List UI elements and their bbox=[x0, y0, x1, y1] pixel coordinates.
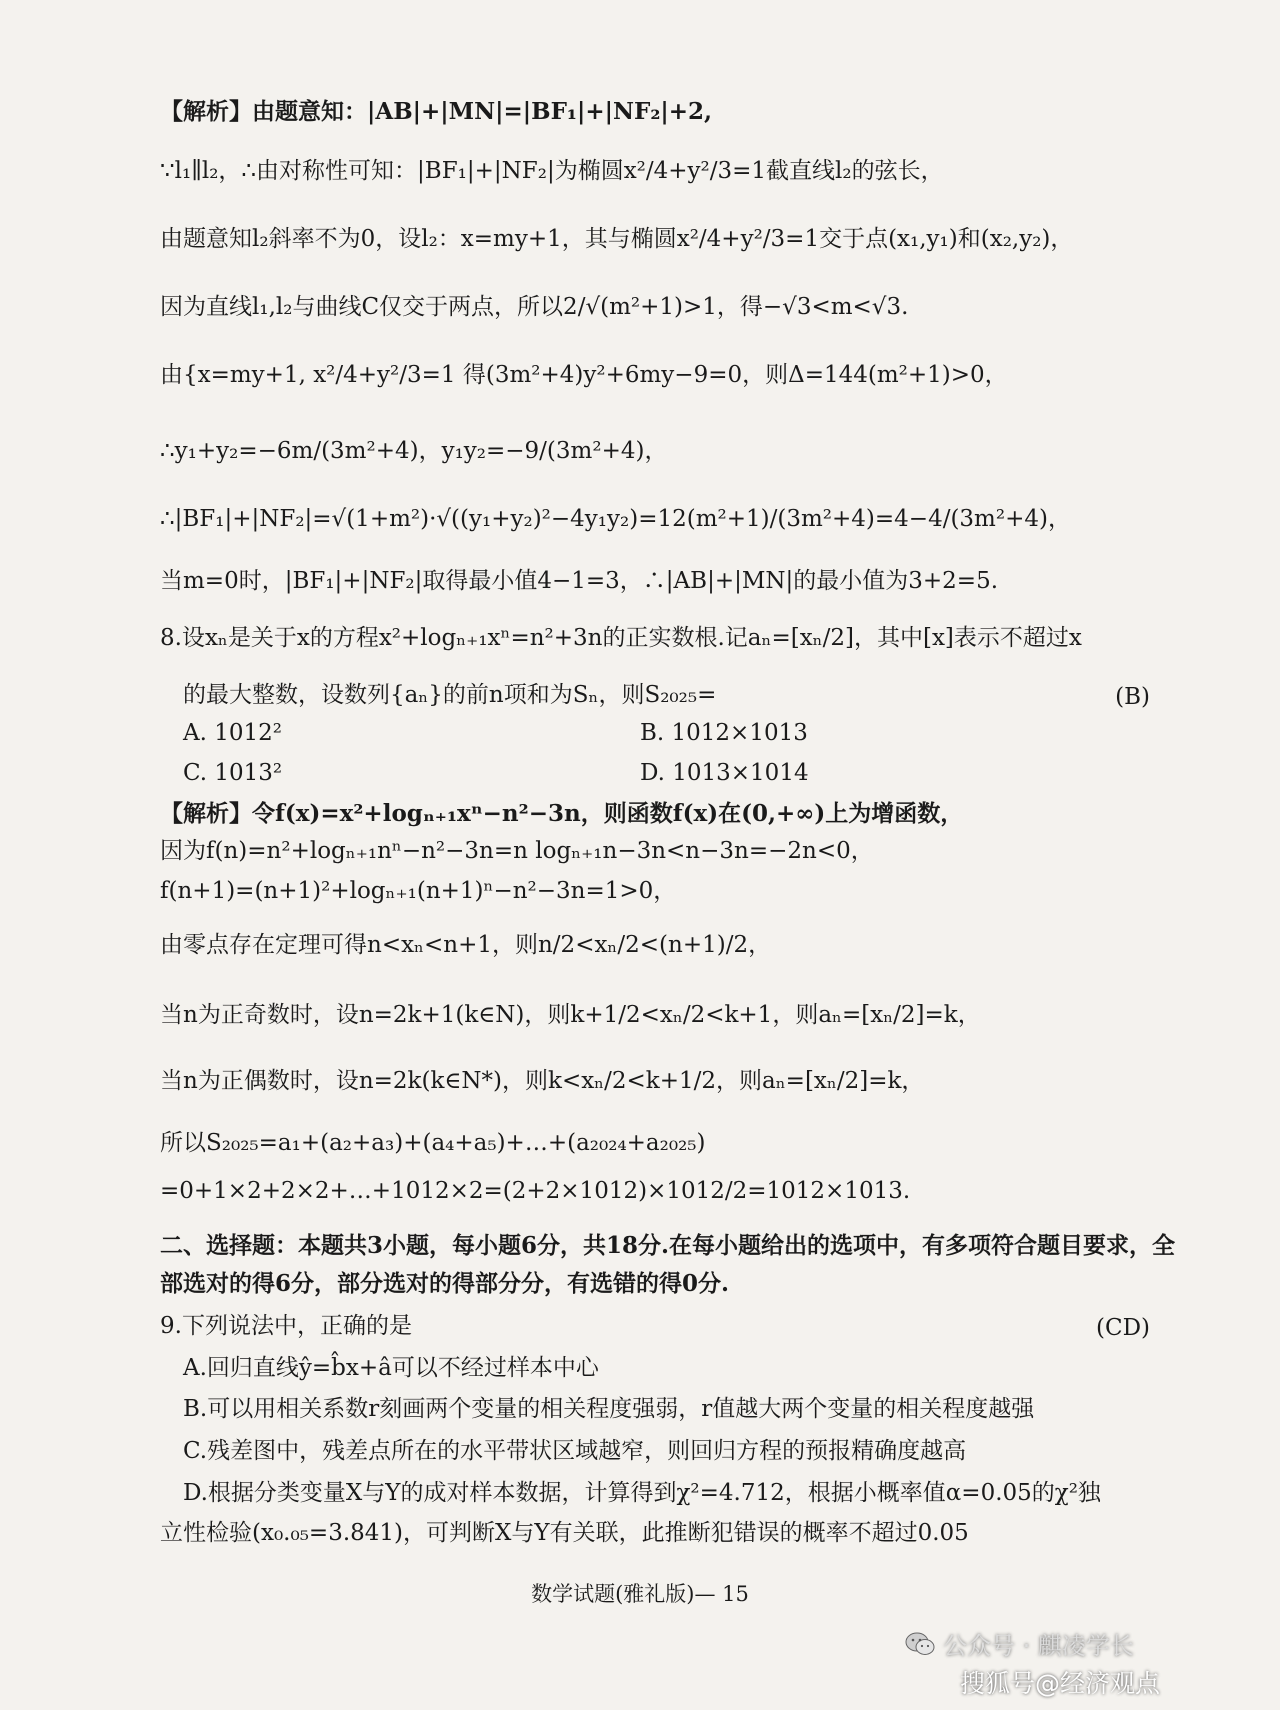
text-line: 因为f(n)=n²+logₙ₊₁nⁿ−n²−3n=n logₙ₊₁n−3n<n−3n=−2n<0， bbox=[160, 838, 874, 864]
watermark bbox=[905, 1620, 1275, 1700]
text-line: 由{x=my+1, x²/4+y²/3=1 得(3m²+4)y²+6my−9=0，则Δ=144(m²+1)>0， bbox=[160, 362, 1008, 388]
wechat-icon bbox=[905, 1631, 935, 1657]
text-line: 当n为正偶数时，设n=2k(k∈N*)，则k<xₙ/2<k+1/2，则aₙ=[xₙ/2]=k， bbox=[160, 1068, 925, 1094]
text-line: ∵l₁∥l₂，∴由对称性可知：|BF₁|+|NF₂|为椭圆x²/4+y²/3=1截直线l₂的弦长， bbox=[160, 158, 944, 184]
text-line: 9.下列说法中，正确的是 bbox=[160, 1313, 412, 1339]
text-line: A. 1012² bbox=[183, 720, 282, 746]
text-line: A.回归直线ŷ=b̂x+â可以不经过样本中心 bbox=[183, 1355, 599, 1381]
q9-answer: (CD) bbox=[1096, 1315, 1150, 1341]
q8-option-d: D. 1013×1014 bbox=[640, 760, 809, 786]
watermark-account: 公众号 · 麒凌学长 bbox=[943, 1632, 1134, 1660]
watermark-source: 搜狐号@经济观点 bbox=[960, 1669, 1161, 1698]
text-line: B.可以用相关系数r刻画两个变量的相关程度强弱，r值越大两个变量的相关程度越强 bbox=[183, 1396, 1035, 1422]
text-line: 8.设xₙ是关于x的方程x²+logₙ₊₁xⁿ=n²+3n的正实数根.记aₙ=[xₙ/2]，其中[x]表示不超过x bbox=[160, 625, 1082, 651]
text-line: 立性检验(x₀.₀₅=3.841)，可判断X与Y有关联，此推断犯错误的概率不超过0.05 bbox=[160, 1520, 969, 1546]
text-line: 【解析】由题意知：|AB|+|MN|=|BF₁|+|NF₂|+2, bbox=[160, 98, 713, 125]
text-line: ∴y₁+y₂=−6m/(3m²+4)，y₁y₂=−9/(3m²+4)， bbox=[160, 438, 668, 464]
text-line: 因为直线l₁,l₂与曲线C仅交于两点，所以2/√(m²+1)>1，得−√3<m<√3. bbox=[160, 294, 909, 320]
text-line: D.根据分类变量X与Y的成对样本数据，计算得到χ²=4.712，根据小概率值α=0.05的χ²独 bbox=[183, 1480, 1101, 1506]
text-line: 的最大整数，设数列{aₙ}的前n项和为Sₙ，则S₂₀₂₅= bbox=[183, 682, 717, 708]
text-line: 由零点存在定理可得n<xₙ<n+1，则n/2<xₙ/2<(n+1)/2， bbox=[160, 932, 772, 958]
text-line: f(n+1)=(n+1)²+logₙ₊₁(n+1)ⁿ−n²−3n=1>0， bbox=[160, 878, 677, 904]
text-line: =0+1×2+2×2+…+1012×2=(2+2×1012)×1012/2=1012×1013. bbox=[160, 1178, 911, 1204]
page-footer: 数学试题(雅礼版)— 15 bbox=[531, 1582, 749, 1606]
q8-option-b: B. 1012×1013 bbox=[640, 720, 808, 746]
text-line: 当n为正奇数时，设n=2k+1(k∈N)，则k+1/2<xₙ/2<k+1，则aₙ=[xₙ/2]=k， bbox=[160, 1002, 981, 1028]
text-line: ∴|BF₁|+|NF₂|=√(1+m²)·√((y₁+y₂)²−4y₁y₂)=12(m²+1)/(3m²+4)=4−4/(3m²+4)， bbox=[160, 506, 1071, 532]
text-line: C.残差图中，残差点所在的水平带状区域越窄，则回归方程的预报精确度越高 bbox=[183, 1438, 967, 1464]
text-line: 由题意知l₂斜率不为0，设l₂：x=my+1，其与椭圆x²/4+y²/3=1交于点(x₁,y₁)和(x₂,y₂)， bbox=[160, 226, 1074, 252]
text-line: 当m=0时，|BF₁|+|NF₂|取得最小值4−1=3，∴|AB|+|MN|的最小值为3+2=5. bbox=[160, 568, 999, 594]
text-line: 所以S₂₀₂₅=a₁+(a₂+a₃)+(a₄+a₅)+…+(a₂₀₂₄+a₂₀₂₅) bbox=[160, 1130, 706, 1156]
q8-answer: (B) bbox=[1115, 684, 1150, 710]
text-line: 【解析】令f(x)=x²+logₙ₊₁xⁿ−n²−3n，则函数f(x)在(0,+∞)上为增函数， bbox=[160, 800, 964, 827]
text-line: 二、选择题：本题共3小题，每小题6分，共18分.在每小题给出的选项中，有多项符合题目要求，全 bbox=[160, 1232, 1176, 1259]
text-line: 部选对的得6分，部分选对的得部分分，有选错的得0分. bbox=[160, 1270, 730, 1297]
text-line: C. 1013² bbox=[183, 760, 283, 786]
